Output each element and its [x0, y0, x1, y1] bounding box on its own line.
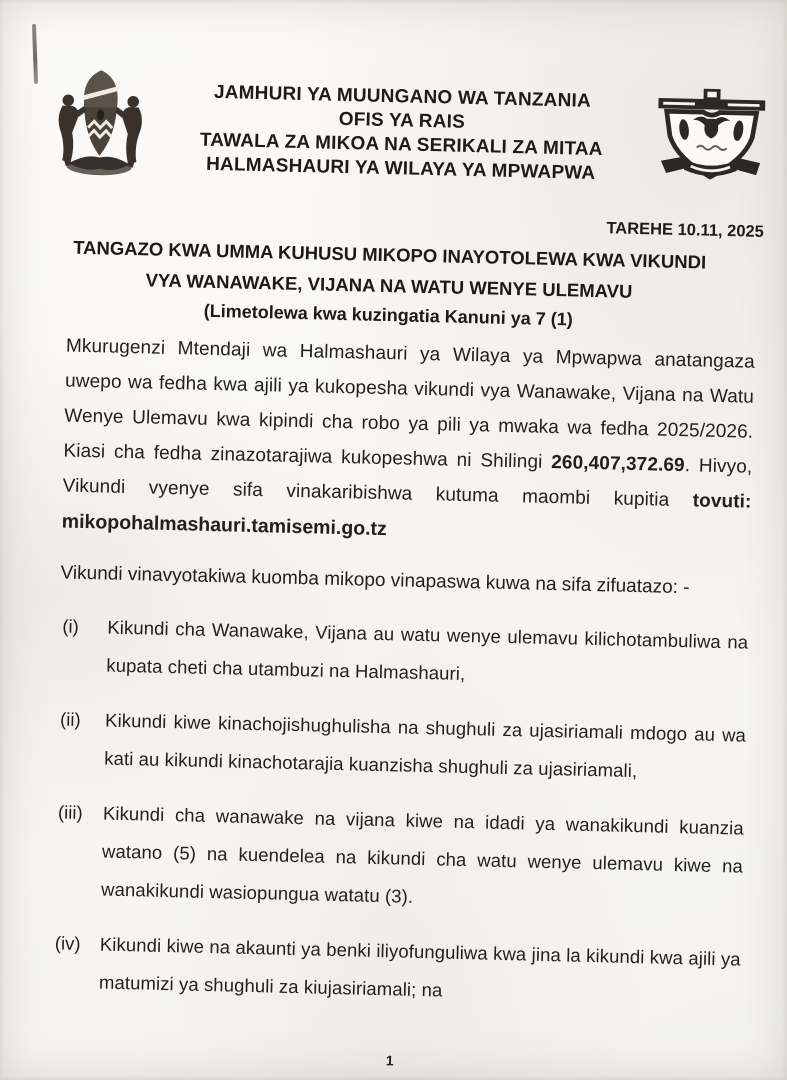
requirements-list — [51, 607, 749, 1016]
list-item-marker: (ii) — [59, 708, 81, 730]
list-item — [51, 924, 742, 1016]
list-item — [58, 607, 749, 699]
requirements-intro: Vikundi vinavyotakiwa kuomba mikopo vinapaswa kuwa na sifa zifuatazo: - — [60, 562, 690, 599]
list-item — [53, 793, 744, 923]
body-text-segment: . Hivyo, Vikundi vyenye sifa vinakaribishwa kutuma maombi kupitia — [62, 455, 753, 512]
list-item-text: Kikundi cha wanawake na vijana kiwe na idadi ya wanakikundi kuanzia watano (5) na kuendelea na kikundi cha watu wenye ulemavu kiwe na wanakikundi wasiopungua watatu (3). — [100, 802, 745, 907]
list-item-text: Kikundi kiwe na akaunti ya benki iliyofunguliwa kwa jina la kikundi kwa ajili ya matumizi ya shughuli za kiujasiriamali; na — [98, 933, 741, 1001]
announcement-title — [25, 231, 753, 310]
letterhead-line-office: OFIS YA RAIS — [338, 108, 466, 133]
letterhead-line-ministry: TAWALA ZA MIKOA NA SERIKALI ZA MITAA — [199, 129, 603, 161]
letterhead-line-country: JAMHURI YA MUUNGANO WA TANZANIA — [213, 81, 592, 112]
list-item-marker: (i) — [62, 615, 80, 637]
list-item-marker: (iii) — [57, 801, 83, 824]
list-item-text: Kikundi cha Wanawake, Vijana au watu wenye ulemavu kilichotambuliwa na kupata cheti cha utambuzi na Halmashauri, — [106, 616, 749, 684]
tanzania-coat-of-arms-icon — [48, 59, 153, 192]
website-label: tovuti: — [692, 490, 752, 513]
application-website-url: mikopohalmashauri.tamisemi.go.tz — [61, 510, 388, 541]
announcement-title-line2: VYA WANAWAKE, VIJANA NA WATU WENYE ULEMAVU — [145, 269, 633, 302]
list-item — [56, 700, 747, 792]
date-line: TAREHE 10.11, 2025 — [606, 219, 765, 241]
letterhead-line-council: HALMASHAURI YA WILAYA YA MPWAPWA — [205, 153, 596, 184]
letterhead — [0, 0, 787, 207]
letterhead-titles — [150, 57, 654, 187]
body-text-segment: Mkurugenzi Mtendaji wa Halmashauri ya Wilaya ya Mpwapwa anatangaza uwepo wa fedha kwa ajili ya kukopesha vikundi vya Wanawake, Vijana na Watu Wenye Ulemavu kwa kipindi cha robo ya pili ya mwaka wa fedha 2025/2026. Kiasi cha fedha zinazotarajiwa kukopeshwa ni Shilingi — [63, 335, 756, 473]
list-item-marker: (iv) — [54, 932, 81, 955]
announcement-title-line1: TANGAZO KWA UMMA KUHUSU MIKOPO INAYOTOLEWA KWA VIKUNDI — [72, 236, 707, 273]
loan-amount: 260,407,372.69 — [551, 451, 685, 477]
announcement-body-paragraph — [62, 329, 755, 520]
page-number: 1 — [385, 1052, 394, 1069]
announcement-subtitle: (Limetolewa kwa kuzingatia Kanuni ya 7 (1) — [203, 300, 574, 330]
mpwapwa-district-crest-icon — [651, 85, 771, 193]
list-item-text: Kikundi kiwe kinachojishughulisha na shughuli za ujasiriamali mdogo au wa kati au kikundi kinachotarajia kuanzisha shughuli za ujasiriamali, — [104, 709, 747, 782]
